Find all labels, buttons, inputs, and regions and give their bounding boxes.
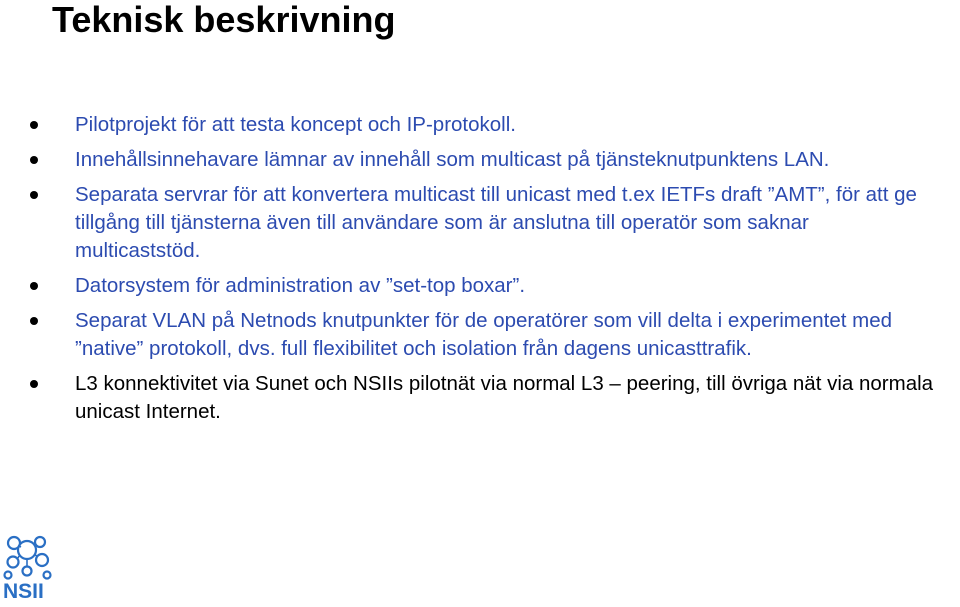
- bullet-text: Separata servrar för att konvertera multicast till unicast med t.ex IETFs draft ”AMT”, för att ge tillgång till tjänsterna även till användare som är anslutna till operatör som saknar multicaststöd.: [75, 183, 917, 262]
- bullet-item: [30, 146, 935, 174]
- logo-text: NSII: [3, 580, 44, 603]
- bullet-item: [30, 111, 935, 139]
- bullet-dot: [30, 282, 38, 290]
- bullet-dot: [30, 380, 38, 388]
- bullet-text: Pilotprojekt för att testa koncept och IP-protokoll.: [75, 113, 516, 136]
- slide-title: Teknisk beskrivning: [52, 0, 396, 40]
- bullet-text: Innehållsinnehavare lämnar av innehåll som multicast på tjänsteknutpunktens LAN.: [75, 148, 830, 171]
- bullet-dot: [30, 317, 38, 325]
- bullet-text: Datorsystem för administration av ”set-top boxar”.: [75, 274, 526, 297]
- bullet-dot: [30, 121, 38, 129]
- bullet-text: L3 konnektivitet via Sunet och NSIIs pilotnät via normal L3 – peering, till övriga nät via normala unicast Internet.: [75, 372, 934, 423]
- bullet-item: [30, 307, 935, 363]
- bullet-dot: [30, 156, 38, 164]
- bullet-text: Separat VLAN på Netnods knutpunkter för de operatörer som vill delta i experimentet med ”native” protokoll, dvs. full flexibilitet och isolation från dagens unicasttrafik.: [75, 309, 893, 360]
- bullet-item: [30, 181, 935, 265]
- bullet-list: [30, 111, 935, 433]
- bullet-item: [30, 272, 935, 300]
- bullet-dot: [30, 191, 38, 199]
- bullet-item: [30, 370, 935, 426]
